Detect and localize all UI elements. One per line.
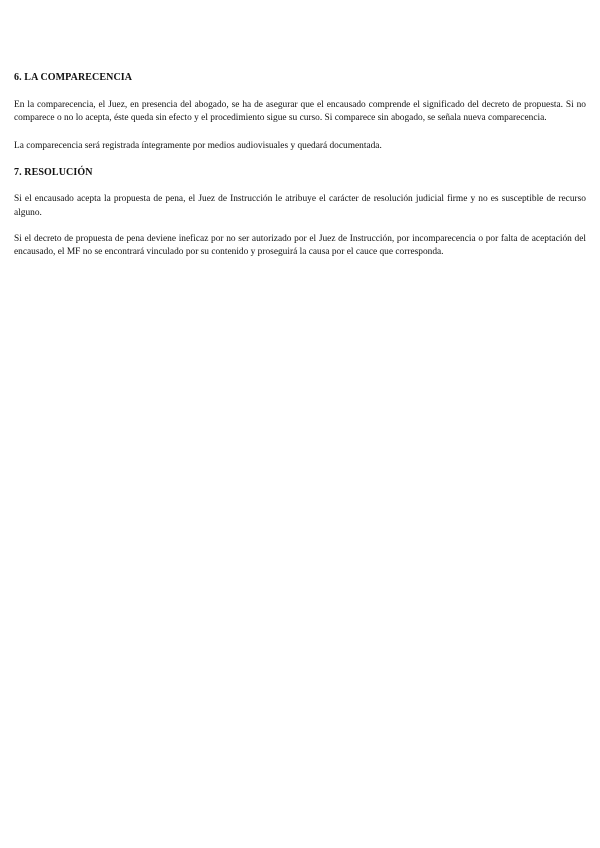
paragraph-resolucion-ineffective: Si el decreto de propuesta de pena deviene ineficaz por no ser autorizado por el Juez de Instrucción, por incomparecencia o por falta de aceptación del encausado, el MF no se encontrará vinculado por su contenido y proseguirá la causa por el cauce que corresponda. <box>14 234 586 258</box>
section-heading-resolucion: 7. RESOLUCIÓN <box>14 167 93 179</box>
document-body <box>14 71 586 260</box>
section-heading-comparecencia: 6. LA COMPARECENCIA <box>14 72 133 83</box>
paragraph-resolucion-acceptance: Si el encausado acepta la propuesta de pena, el Juez de Instrucción le atribuye el carácter de resolución judicial firme y no es susceptible de recurso alguno. <box>14 194 586 218</box>
paragraph-comparecencia-procedure: En la comparecencia, el Juez, en presencia del abogado, se ha de asegurar que el encausado comprende el significado del decreto de propuesta. Si no comparece o no lo acepta, éste queda sin efecto y el procedimiento sigue su curso. Si comparece sin abogado, se señala nueva comparecencia. <box>14 100 586 124</box>
paragraph-comparecencia-recording: La comparecencia será registrada íntegramente por medios audiovisuales y quedará documentada. <box>14 140 382 151</box>
